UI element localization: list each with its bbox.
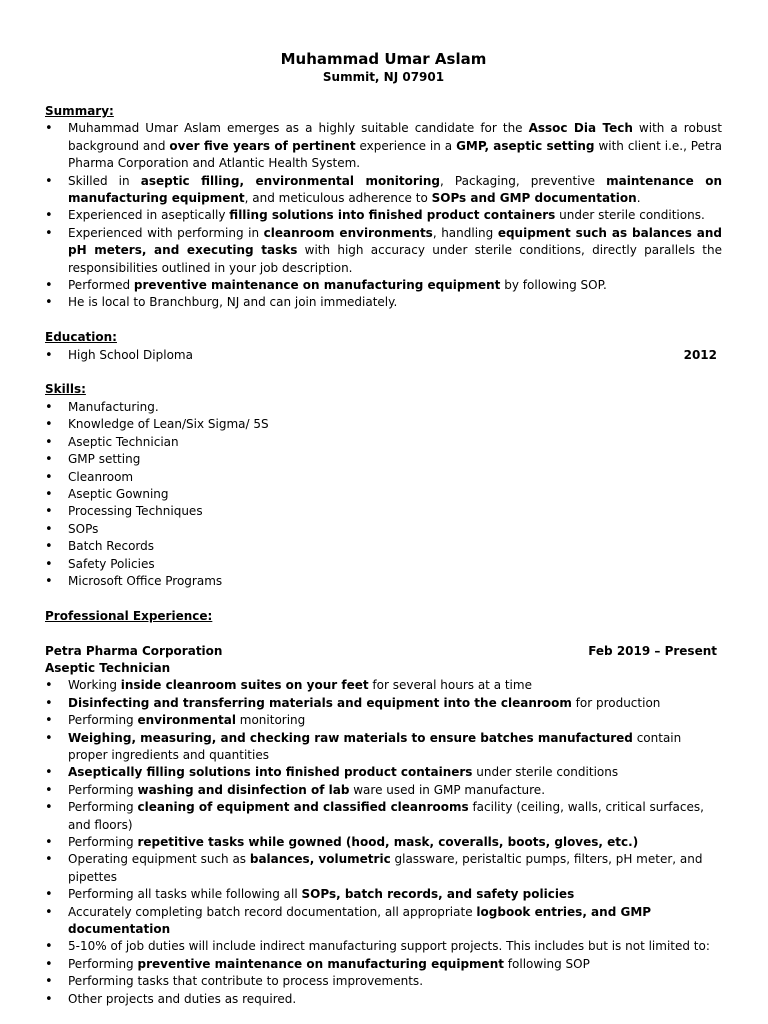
skill-item: • Processing Techniques	[45, 503, 722, 520]
skill-item: • GMP setting	[45, 451, 722, 468]
skills-list	[45, 399, 722, 590]
resume-page	[45, 49, 722, 1008]
skill-item: • Aseptic Technician	[45, 434, 722, 451]
experience-item: • Performing all tasks while following all SOPs, batch records, and safety policies	[45, 886, 722, 903]
summary-item: • He is local to Branchburg, NJ and can join immediately.	[45, 294, 722, 311]
experience-item: • Operating equipment such as balances, volumetric glassware, peristaltic pumps, filters, pH meter, and pipettes	[45, 851, 722, 886]
skill-item: • SOPs	[45, 521, 722, 538]
skill-item: • Manufacturing.	[45, 399, 722, 416]
summary-item: • Experienced with performing in cleanroom environments, handling equipment such as balances and pH meters, and executing tasks with high accuracy under sterile conditions, directly parallels the responsibilities outlined in your job description.	[45, 225, 722, 277]
skills-heading: Skills:	[45, 382, 86, 397]
job-title: Aseptic Technician	[45, 660, 171, 675]
job-header	[45, 643, 722, 660]
skill-item: • Cleanroom	[45, 469, 722, 486]
experience-item: • Performing washing and disinfection of lab ware used in GMP manufacture.	[45, 782, 722, 799]
summary-item: • Performed preventive maintenance on manufacturing equipment by following SOP.	[45, 277, 722, 294]
candidate-location: Summit, NJ 07901	[322, 70, 445, 84]
education-degree: • High School Diploma	[68, 347, 193, 362]
company-name: Petra Pharma Corporation	[45, 643, 223, 658]
experience-item: • Performing preventive maintenance on manufacturing equipment following SOP	[45, 956, 722, 973]
job-dates: Feb 2019 – Present	[588, 643, 717, 658]
education-year: 2012	[683, 347, 717, 362]
summary-item: • Skilled in aseptic filling, environmental monitoring, Packaging, preventive maintenance on manufacturing equipment, and meticulous adherence to SOPs and GMP documentation.	[45, 173, 722, 208]
experience-item: • Aseptically filling solutions into finished product containers under sterile conditions	[45, 764, 722, 781]
experience-heading: Professional Experience:	[45, 608, 213, 623]
experience-item: • 5-10% of job duties will include indirect manufacturing support projects. This includes but is not limited to:	[45, 938, 722, 955]
experience-item: • Performing environmental monitoring	[45, 712, 722, 729]
education-list	[45, 347, 722, 364]
skill-item: • Knowledge of Lean/Six Sigma/ 5S	[45, 416, 722, 433]
summary-list	[45, 120, 722, 311]
experience-item: • Accurately completing batch record documentation, all appropriate logbook entries, and GMP documentation	[45, 904, 722, 939]
experience-item: • Other projects and duties as required.	[45, 991, 722, 1008]
experience-item: • Performing repetitive tasks while gowned (hood, mask, coveralls, boots, gloves, etc.)	[45, 834, 722, 851]
candidate-name: Muhammad Umar Aslam	[280, 50, 487, 68]
summary-item: • Experienced in aseptically filling solutions into finished product containers under sterile conditions.	[45, 207, 722, 224]
experience-item: • Disinfecting and transferring materials and equipment into the cleanroom for production	[45, 695, 722, 712]
skill-item: • Batch Records	[45, 538, 722, 555]
experience-item: • Weighing, measuring, and checking raw materials to ensure batches manufactured contain proper ingredients and quantities	[45, 730, 722, 765]
skill-item: • Microsoft Office Programs	[45, 573, 722, 590]
experience-list	[45, 677, 722, 1008]
experience-item: • Performing cleaning of equipment and classified cleanrooms facility (ceiling, walls, critical surfaces, and floors)	[45, 799, 722, 834]
experience-item: • Working inside cleanroom suites on your feet for several hours at a time	[45, 677, 722, 694]
skill-item: • Safety Policies	[45, 556, 722, 573]
summary-heading: Summary:	[45, 104, 114, 118]
education-heading: Education:	[45, 330, 117, 345]
summary-item: • Muhammad Umar Aslam emerges as a highly suitable candidate for the Assoc Dia Tech with a robust background and over five years of pertinent experience in a GMP, aseptic setting with client i.e., Petra Pharma Corporation and Atlantic Health System.	[45, 120, 722, 172]
skill-item: • Aseptic Gowning	[45, 486, 722, 503]
education-item	[45, 347, 722, 364]
experience-item: • Performing tasks that contribute to process improvements.	[45, 973, 722, 990]
